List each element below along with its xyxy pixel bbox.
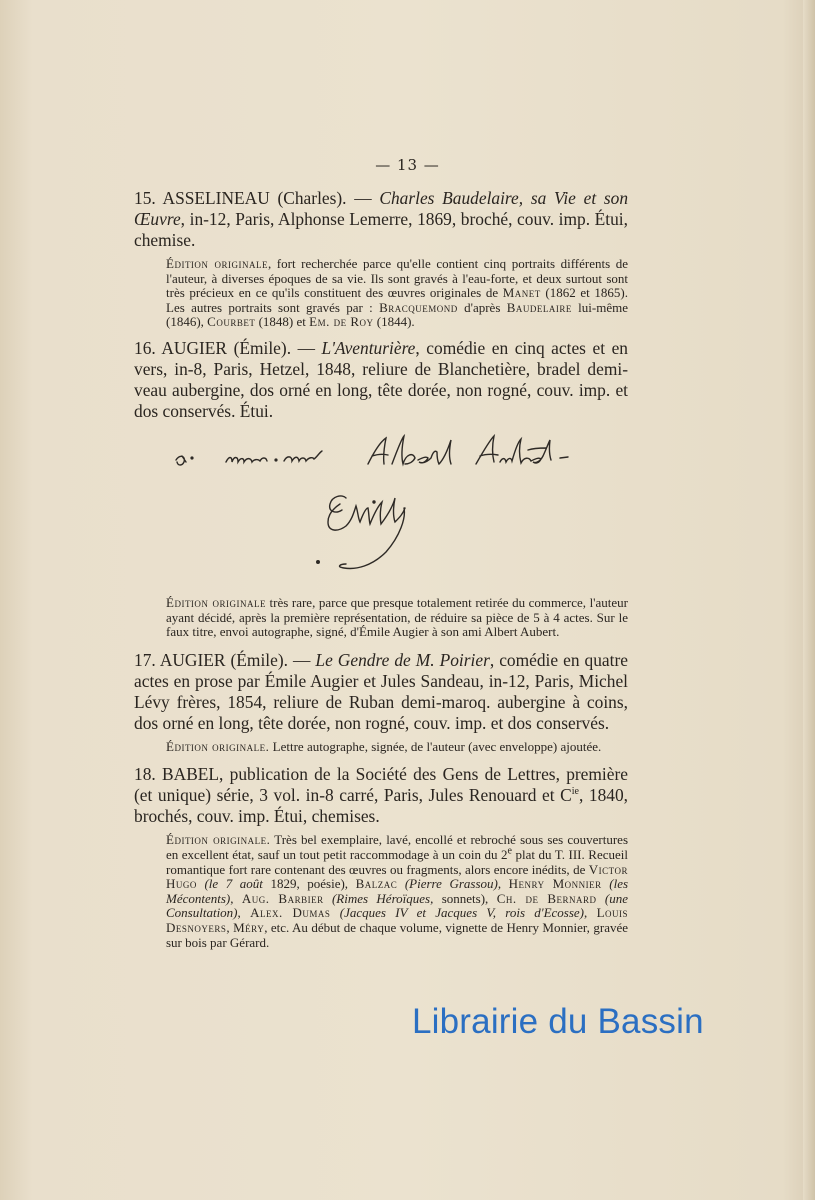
note-text: plat du T. III. Recueil romantique fort rare contenant des œuvres ou fragments, alors encore inédits, de <box>166 846 628 877</box>
note-text: Lettre autographe, signée, de l'auteur (avec enveloppe) ajoutée. <box>269 738 602 754</box>
entry-title: Charles Baudelaire, sa Vie et son Œuvre <box>134 188 629 229</box>
note-text: (1844). <box>373 314 415 330</box>
note-name: Aug. Barbier <box>241 890 324 906</box>
entry-author: AUGIER (Émile). <box>161 337 292 358</box>
note-name: Courbet <box>207 314 256 330</box>
entry-description: , comédie en quatre actes en prose par Émile Augier et Jules Sandeau, in-12, Paris, Michel Lévy frères, 1854, reliure de Ruban demi-maroq. aubergine à coins, dos orné en long, tête dorée, non rogné, couv. imp. et dos conservés. <box>134 649 628 733</box>
entry-number: 17. <box>134 649 156 670</box>
note-text: (1862 et 1865). Les autres portraits sont gravés par : <box>166 285 628 315</box>
note-italic: (les Mécontents) <box>166 876 629 906</box>
note-text: , <box>584 905 597 921</box>
note-name: Louis Desnoyers <box>166 905 629 935</box>
entry-number: 16. <box>134 337 156 358</box>
note-text: 1829, poésie), <box>262 876 356 892</box>
entry-description: publication de la Société des Gens de Lettres, première (et unique) série, 3 vol. in-8 carré, Paris, Jules Renouard et C <box>134 764 628 806</box>
entry-16 <box>134 338 628 422</box>
note-lead: Édition originale. <box>166 832 271 848</box>
note-name: Manet <box>502 285 541 301</box>
note-text: , etc. Au début de chaque volume, vignette de Henry Monnier, gravée sur bois par Gérard. <box>166 919 629 950</box>
note-text: lui-même (1846), <box>166 299 628 330</box>
entry-15 <box>134 188 628 251</box>
dash: — <box>346 188 380 208</box>
page-edge <box>803 0 815 1200</box>
watermark-text: Librairie du Bassin <box>412 1002 704 1041</box>
entry-description: , comédie en cinq actes et en vers, in-8, Paris, Hetzel, 1848, reliure de Blanchetière, bradel demi-veau aubergine, dos orné en long, tête dorée, non rogné, couv. imp. et dos conservés. Étui. <box>134 337 628 421</box>
entry-author: AUGIER (Émile). <box>159 649 288 670</box>
note-text <box>330 905 339 920</box>
entry-number: 18. <box>134 764 156 785</box>
catalog-content <box>134 188 628 950</box>
note-text: , <box>237 905 251 921</box>
entry-17-note <box>166 740 628 755</box>
note-italic: (le 7 août <box>204 876 263 892</box>
note-name: Méry <box>233 919 265 935</box>
note-lead: Édition originale <box>166 594 266 610</box>
page-number: — 13 — <box>375 156 440 174</box>
entry-17 <box>134 650 628 734</box>
entry-author: ASSELINEAU (Charles). <box>162 188 347 208</box>
entry-18 <box>134 764 628 827</box>
note-text: , <box>497 876 509 892</box>
entry-description: , 1840, brochés, couv. imp. Étui, chemises. <box>134 785 628 827</box>
dash: — <box>291 337 322 358</box>
note-text: , fort recherchée parce qu'elle contient cinq portraits différents de l'auteur, à diverses époques de sa vie. Ils sont gravés à l'eau-forte, et deux surtout sont très précieux en ce qu'ils constituent des œuvres originales de <box>166 256 629 301</box>
note-text: très rare, parce que presque totalement retirée du commerce, l'auteur ayant décidé, après la première représentation, de réduire sa pièce de 5 à 4 actes. Sur le faux titre, envoi autographe, signé, d'Émile Augier à son ami Albert Aubert. <box>166 594 629 640</box>
superscript: e <box>507 845 512 857</box>
autograph-signature <box>134 422 628 590</box>
note-name: Alex. Dumas <box>250 905 331 921</box>
note-text: , <box>230 890 242 906</box>
note-name: Balzac <box>355 876 398 892</box>
entry-16-note <box>166 596 628 640</box>
note-name: Em. de Roy <box>309 314 374 330</box>
superscript: ie <box>571 786 579 798</box>
entry-number: 15. <box>134 188 156 208</box>
note-text: (1848) et <box>255 314 310 330</box>
note-text: sonnets), <box>433 890 497 906</box>
entry-author: BABEL, <box>162 764 224 785</box>
note-italic: (Pierre Grassou) <box>404 876 498 892</box>
handwritten-dedication-image <box>168 430 608 590</box>
entry-18-note <box>166 833 628 950</box>
note-name: Baudelaire <box>506 299 572 315</box>
note-name: Bracquemond <box>379 299 458 315</box>
note-name: Victor Hugo <box>166 861 628 892</box>
note-lead: Édition originale <box>166 256 268 271</box>
note-text <box>597 891 605 906</box>
note-name: Henry Monnier <box>508 876 602 892</box>
note-text: , <box>226 919 234 935</box>
entry-title: L'Aventurière <box>321 337 416 358</box>
entry-description: , in-12, Paris, Alphonse Lemerre, 1869, broché, couv. imp. Étui, chemise. <box>134 209 628 250</box>
note-lead: Édition originale. <box>166 738 270 754</box>
note-italic: (Rimes Héroïques, <box>331 890 434 906</box>
note-text: d'après <box>457 299 507 315</box>
note-text <box>397 876 405 891</box>
note-text <box>324 891 332 906</box>
note-name: Ch. de Bernard <box>496 890 597 906</box>
entry-15-note <box>166 257 628 330</box>
note-italic: (une Consultation) <box>166 890 629 921</box>
note-text: Très bel exemplaire, lavé, encollé et rebroché sous ses couvertures en excellent état, sauf un tout petit raccommodage à un coin du 2 <box>166 832 629 862</box>
entry-title: Le Gendre de M. Poirier <box>315 649 490 670</box>
dash: — <box>287 649 316 670</box>
note-italic: (Jacques IV et Jacques V, rois d'Ecosse) <box>339 905 585 921</box>
